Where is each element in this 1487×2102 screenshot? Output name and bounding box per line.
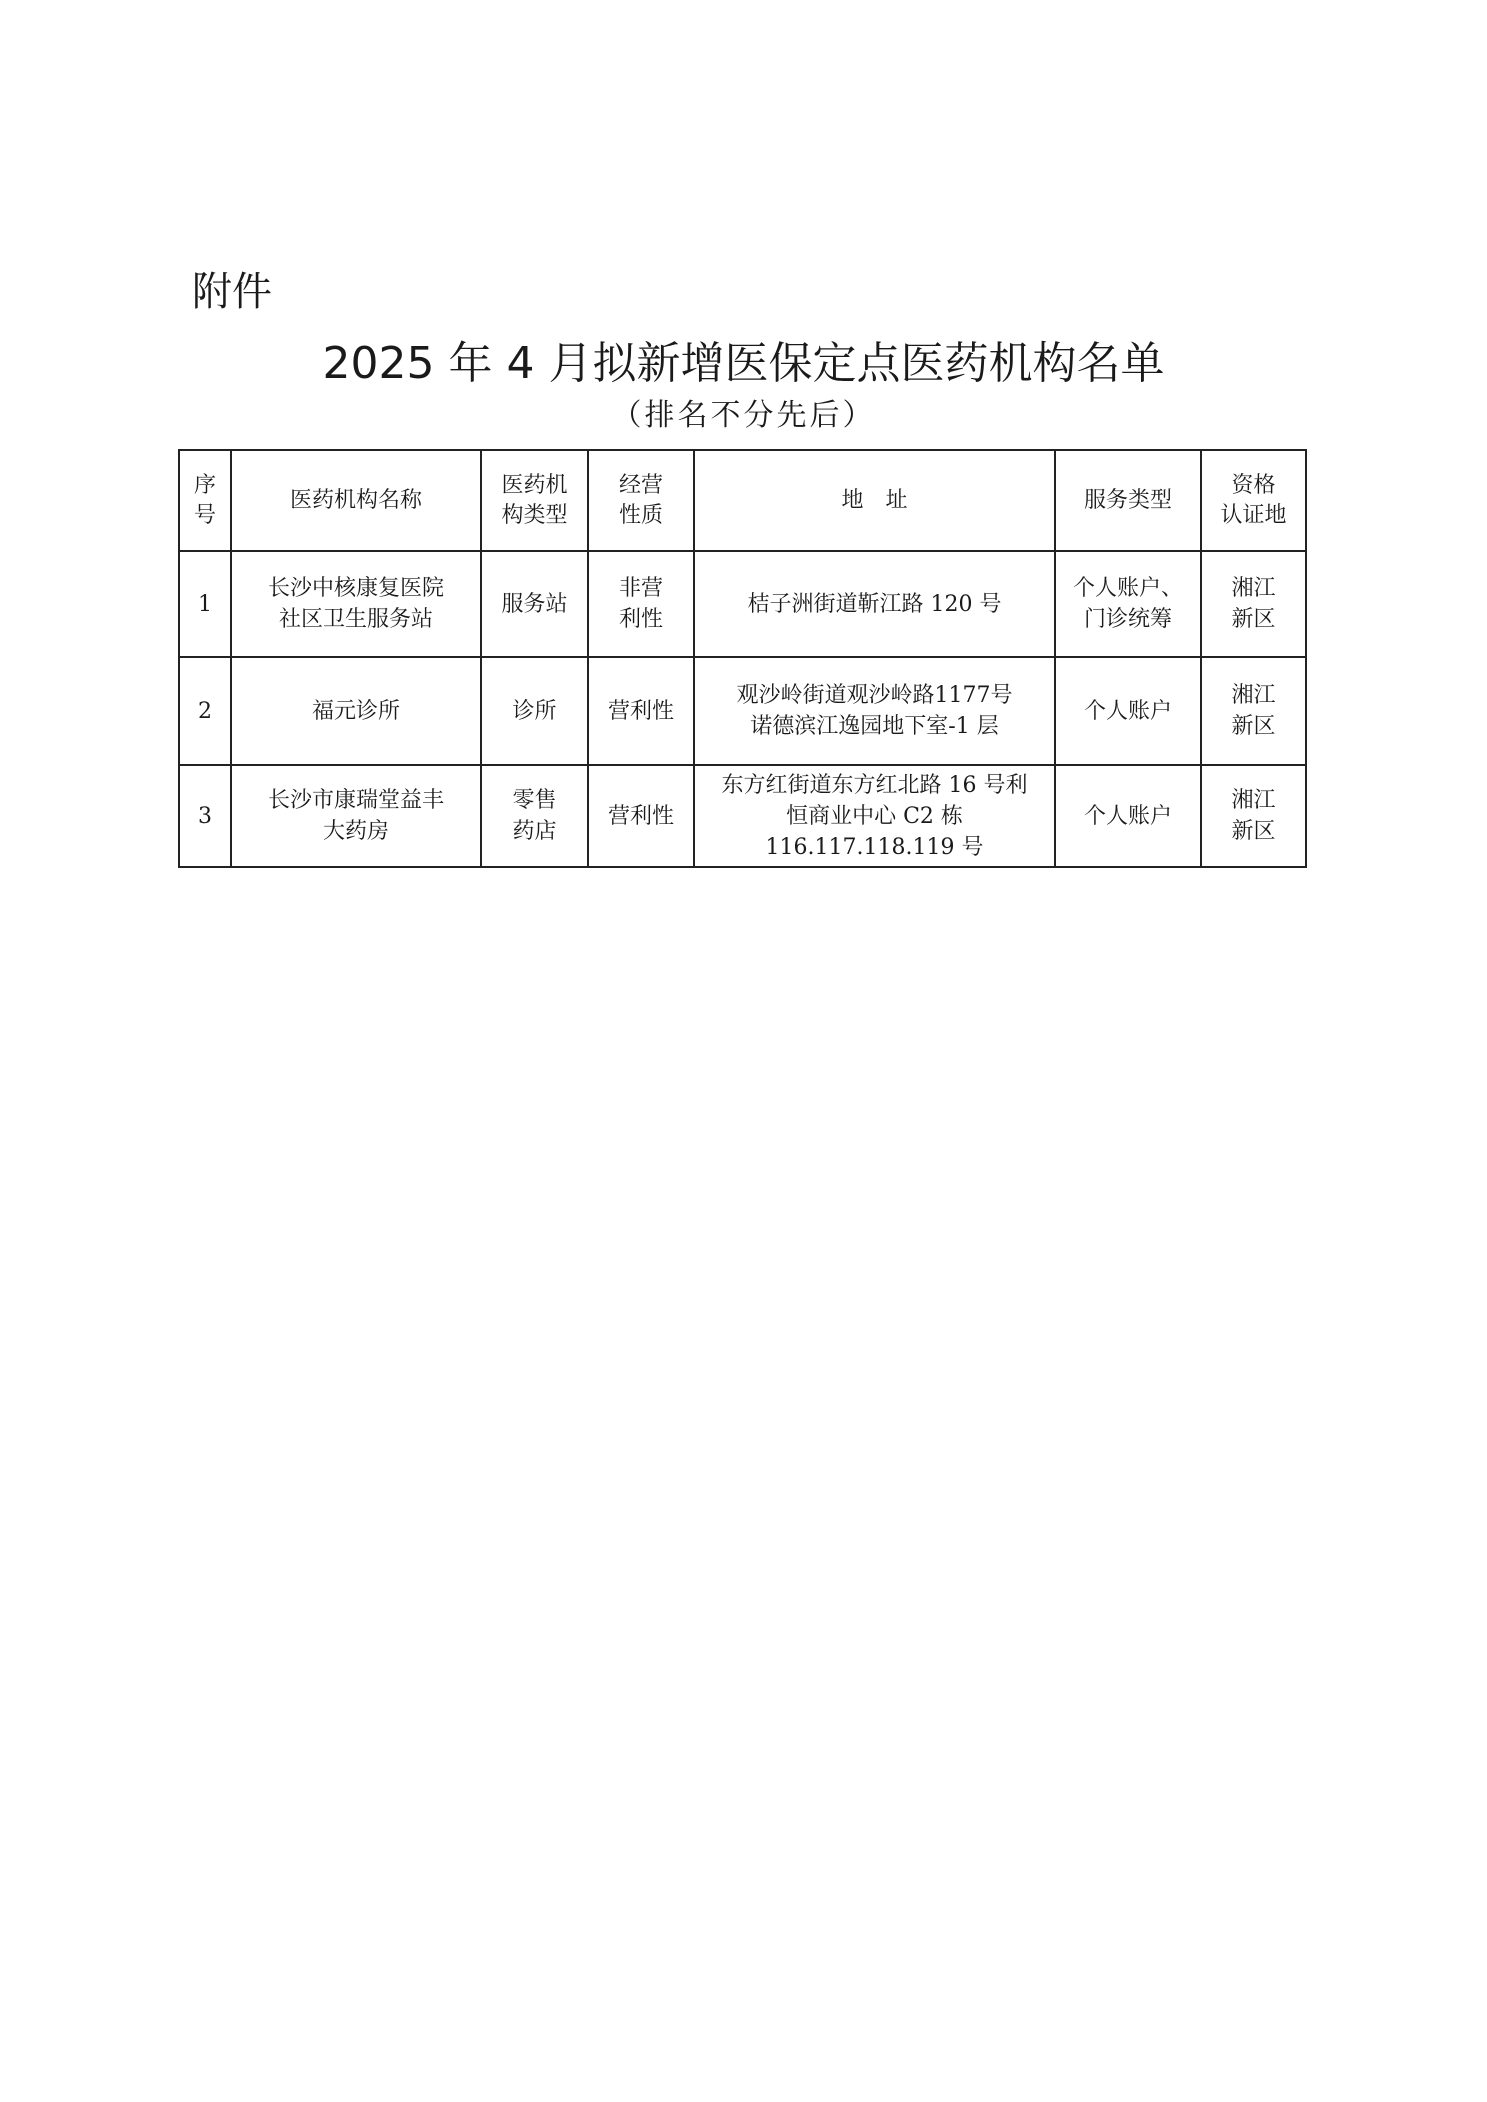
cell-type: 零售 药店 bbox=[481, 765, 588, 867]
cell-service: 个人账户 bbox=[1055, 765, 1201, 867]
cell-nature: 营利性 bbox=[588, 765, 694, 867]
header-name: 医药机构名称 bbox=[231, 450, 481, 551]
cell-nature: 非营 利性 bbox=[588, 551, 694, 657]
cell-service: 个人账户 bbox=[1055, 657, 1201, 765]
table-row bbox=[179, 657, 1306, 765]
cell-name: 长沙市康瑞堂益丰 大药房 bbox=[231, 765, 481, 867]
header-address: 地 址 bbox=[694, 450, 1055, 551]
cell-certified: 湘江 新区 bbox=[1201, 765, 1306, 867]
cell-index: 1 bbox=[179, 551, 231, 657]
institution-table bbox=[178, 449, 1307, 868]
cell-type: 服务站 bbox=[481, 551, 588, 657]
cell-address: 桔子洲街道靳江路 120 号 bbox=[694, 551, 1055, 657]
table-row bbox=[179, 551, 1306, 657]
header-nature: 经营 性质 bbox=[588, 450, 694, 551]
cell-type: 诊所 bbox=[481, 657, 588, 765]
table-row bbox=[179, 765, 1306, 867]
cell-name: 长沙中核康复医院 社区卫生服务站 bbox=[231, 551, 481, 657]
cell-certified: 湘江 新区 bbox=[1201, 657, 1306, 765]
cell-certified: 湘江 新区 bbox=[1201, 551, 1306, 657]
cell-nature: 营利性 bbox=[588, 657, 694, 765]
header-service: 服务类型 bbox=[1055, 450, 1201, 551]
document-title: 2025 年 4 月拟新增医保定点医药机构名单 bbox=[322, 338, 1165, 389]
attachment-label: 附件 bbox=[192, 269, 272, 315]
cell-index: 2 bbox=[179, 657, 231, 765]
cell-address: 观沙岭街道观沙岭路1177号 诺德滨江逸园地下室-1 层 bbox=[694, 657, 1055, 765]
cell-service: 个人账户、 门诊统筹 bbox=[1055, 551, 1201, 657]
header-certified: 资格 认证地 bbox=[1201, 450, 1306, 551]
header-index: 序 号 bbox=[179, 450, 231, 551]
document-subtitle: （排名不分先后） bbox=[611, 398, 876, 433]
cell-name: 福元诊所 bbox=[231, 657, 481, 765]
cell-index: 3 bbox=[179, 765, 231, 867]
header-type: 医药机 构类型 bbox=[481, 450, 588, 551]
cell-address: 东方红街道东方红北路 16 号利 恒商业中心 C2 栋 116.117.118.119 号 bbox=[694, 765, 1055, 867]
table-header-row bbox=[179, 450, 1306, 551]
